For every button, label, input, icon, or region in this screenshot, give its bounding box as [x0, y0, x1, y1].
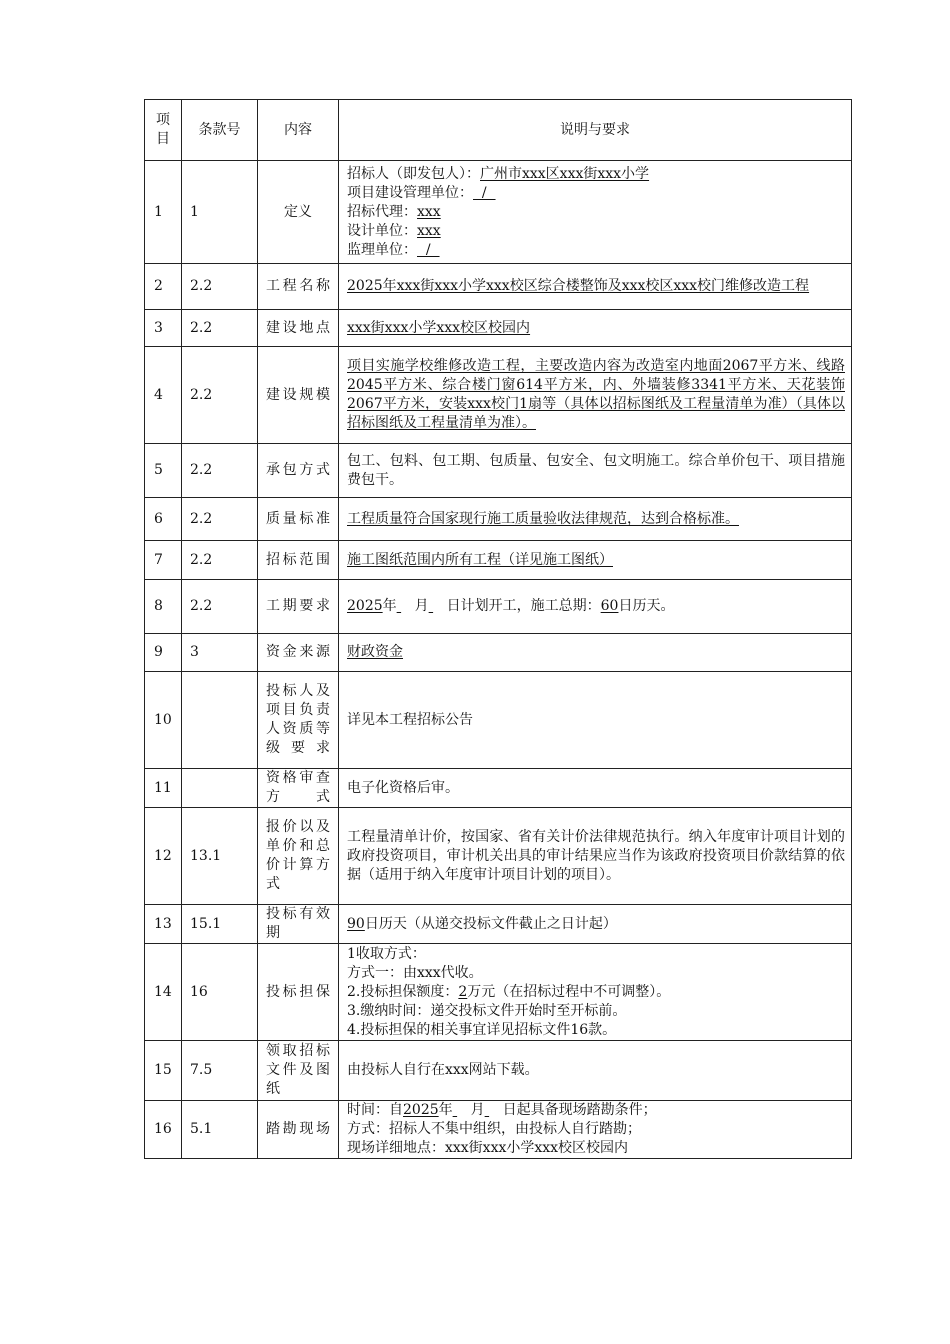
header-description: 说明与要求 — [339, 100, 852, 161]
row-description — [339, 310, 852, 347]
design-unit-value: xxx — [417, 222, 441, 239]
table-row — [145, 347, 852, 444]
table-row — [145, 672, 852, 769]
row-number: 9 — [145, 634, 182, 672]
quality-value: 工程质量符合国家现行施工质量验收法律规范，达到合格标准。 — [347, 510, 739, 527]
table-row — [145, 905, 852, 944]
row-description — [339, 161, 852, 264]
row-title: 工程名称 — [258, 264, 339, 310]
row-number: 4 — [145, 347, 182, 444]
row-clause: 7.5 — [182, 1041, 258, 1101]
row-clause: 2.2 — [182, 264, 258, 310]
table-row — [145, 808, 852, 905]
site-visit-month-blank — [453, 1101, 471, 1120]
header-content: 内容 — [258, 100, 339, 161]
row-description — [339, 264, 852, 310]
schedule-year-unit: 年 — [382, 598, 397, 614]
table-row — [145, 1041, 852, 1101]
row-number: 10 — [145, 672, 182, 769]
row-clause: 16 — [182, 944, 258, 1041]
row-description — [339, 634, 852, 672]
schedule-duration: 60 — [600, 598, 619, 614]
site-visit-day-blank — [485, 1101, 503, 1120]
table-row — [145, 264, 852, 310]
table-row — [145, 310, 852, 347]
row-description: 详见本工程招标公告 — [339, 672, 852, 769]
row-description — [339, 498, 852, 541]
row-description: 工程量清单计价，按国家、省有关计价法律规范执行。纳入年度审计项目计划的政府投资项目，审计机关出具的审计结果应当作为该政府投资项目价款结算的依据（适用于纳入年度审计项目计划的项目）。 — [339, 808, 852, 905]
row-number: 6 — [145, 498, 182, 541]
row-number: 15 — [145, 1041, 182, 1101]
row-clause: 2.2 — [182, 580, 258, 634]
row-title: 承包方式 — [258, 444, 339, 498]
header-clause: 条款号 — [182, 100, 258, 161]
schedule-month-blank — [397, 597, 415, 616]
row-clause: 2.2 — [182, 498, 258, 541]
row-description — [339, 944, 852, 1041]
row-title: 质量标准 — [258, 498, 339, 541]
row-title: 投标担保 — [258, 944, 339, 1041]
row-clause: 1 — [182, 161, 258, 264]
site-visit-line-1 — [347, 1101, 845, 1120]
agent-label: 招标代理： — [347, 203, 417, 220]
site-visit-line-3: 现场详细地点：xxx街xxx小学xxx校区校园内 — [347, 1140, 629, 1156]
scope-value: 施工图纸范围内所有工程（详见施工图纸） — [347, 551, 613, 568]
table-row — [145, 541, 852, 580]
row-title: 踏勘现场 — [258, 1101, 339, 1159]
guarantee-line-4: 3.缴纳时间：递交投标文件开始时至开标前。 — [347, 1002, 627, 1019]
guarantee-line-1: 1收取方式： — [347, 945, 426, 962]
row-title: 招标范围 — [258, 541, 339, 580]
scale-value: 项目实施学校维修改造工程，主要改造内容为改造室内地面2067平方米、线路2045平方米、综合楼门窗614平方米，内、外墙装修3341平方米、天花装饰2067平方米，安装xxx校门1扇等（具体以招标图纸及工程量清单为准）（具体以招标图纸及工程量清单为准）。 — [347, 358, 845, 431]
supervision-unit-value: / — [417, 241, 440, 258]
row-title: 报价以及单价和总价计算方式 — [258, 808, 339, 905]
schedule-duration-unit: 日历天。 — [618, 598, 675, 614]
management-unit-label: 项目建设管理单位： — [347, 184, 473, 201]
row-clause: 13.1 — [182, 808, 258, 905]
row-description: 由投标人自行在xxx网站下载。 — [339, 1041, 852, 1101]
table-row — [145, 161, 852, 264]
schedule-text: 日计划开工，施工总期： — [446, 598, 601, 614]
tender-info-table — [144, 99, 852, 1159]
supervision-unit-label: 监理单位： — [347, 241, 417, 258]
row-title: 资格审查方式 — [258, 769, 339, 808]
table-header-row — [145, 100, 852, 161]
row-clause — [182, 769, 258, 808]
guarantee-line-2: 方式一：由xxx代收。 — [347, 964, 483, 981]
table-row — [145, 1101, 852, 1159]
table-row — [145, 498, 852, 541]
guarantee-line-5: 4.投标担保的相关事宜详见招标文件16款。 — [347, 1021, 617, 1038]
row-number: 3 — [145, 310, 182, 347]
site-visit-month-unit: 月 — [470, 1102, 485, 1118]
row-clause: 2.2 — [182, 347, 258, 444]
table-row — [145, 580, 852, 634]
table-row — [145, 634, 852, 672]
row-title: 领取招标文件及图纸 — [258, 1041, 339, 1101]
row-number: 14 — [145, 944, 182, 1041]
bidder-value: 广州市xxx区xxx街xxx小学 — [480, 165, 650, 182]
row-number: 5 — [145, 444, 182, 498]
row-title: 资金来源 — [258, 634, 339, 672]
guarantee-amount-label: 2.投标担保额度： — [347, 983, 459, 1000]
validity-text: 日历天（从递交投标文件截止之日计起） — [364, 915, 617, 932]
guarantee-amount: 2 — [458, 983, 468, 1000]
guarantee-line-3 — [347, 983, 845, 1002]
management-unit-value: / — [473, 184, 496, 201]
schedule-month-unit: 月 — [414, 598, 429, 614]
row-number: 13 — [145, 905, 182, 944]
validity-days: 90 — [347, 915, 365, 932]
site-visit-line-2: 方式：招标人不集中组织，由投标人自行踏勘； — [347, 1121, 641, 1137]
row-number: 16 — [145, 1101, 182, 1159]
schedule-day-blank — [429, 597, 447, 616]
table-row — [145, 444, 852, 498]
site-visit-time-label: 时间：自 — [347, 1102, 403, 1118]
guarantee-amount-unit: 万元（在招标过程中不可调整）。 — [467, 983, 671, 1000]
header-item: 项目 — [145, 100, 182, 161]
funding-value: 财政资金 — [347, 644, 403, 660]
row-description: 包工、包料、包工期、包质量、包安全、包文明施工。综合单价包干、项目措施费包干。 — [339, 444, 852, 498]
project-name-value: 2025年xxx街xxx小学xxx校区综合楼整饰及xxx校区xxx校门维修改造工程 — [347, 278, 810, 294]
row-number: 1 — [145, 161, 182, 264]
row-number: 7 — [145, 541, 182, 580]
row-title: 定义 — [258, 161, 339, 264]
agent-value: xxx — [417, 203, 441, 220]
row-clause — [182, 672, 258, 769]
bidder-label: 招标人（即发包人）： — [347, 165, 480, 182]
row-clause: 3 — [182, 634, 258, 672]
row-title: 建设地点 — [258, 310, 339, 347]
table-row — [145, 944, 852, 1041]
table-row — [145, 769, 852, 808]
row-description — [339, 905, 852, 944]
location-value: xxx街xxx小学xxx校区校园内 — [347, 319, 531, 336]
design-unit-label: 设计单位： — [347, 222, 417, 239]
row-clause: 2.2 — [182, 310, 258, 347]
row-description: 电子化资格后审。 — [339, 769, 852, 808]
row-number: 11 — [145, 769, 182, 808]
site-visit-time-text: 日起具备现场踏勘条件； — [502, 1102, 657, 1118]
site-visit-year: 2025 — [403, 1102, 439, 1118]
row-number: 12 — [145, 808, 182, 905]
row-number: 8 — [145, 580, 182, 634]
row-title: 建设规模 — [258, 347, 339, 444]
schedule-year: 2025 — [347, 598, 383, 614]
row-number: 2 — [145, 264, 182, 310]
row-description — [339, 1101, 852, 1159]
row-clause: 15.1 — [182, 905, 258, 944]
row-clause: 2.2 — [182, 541, 258, 580]
row-description — [339, 541, 852, 580]
row-clause: 2.2 — [182, 444, 258, 498]
row-title: 投标有效期 — [258, 905, 339, 944]
site-visit-year-unit: 年 — [438, 1102, 453, 1118]
row-title: 工期要求 — [258, 580, 339, 634]
row-description — [339, 580, 852, 634]
row-title: 投标人及项目负责人资质等级要求 — [258, 672, 339, 769]
row-description — [339, 347, 852, 444]
row-clause: 5.1 — [182, 1101, 258, 1159]
